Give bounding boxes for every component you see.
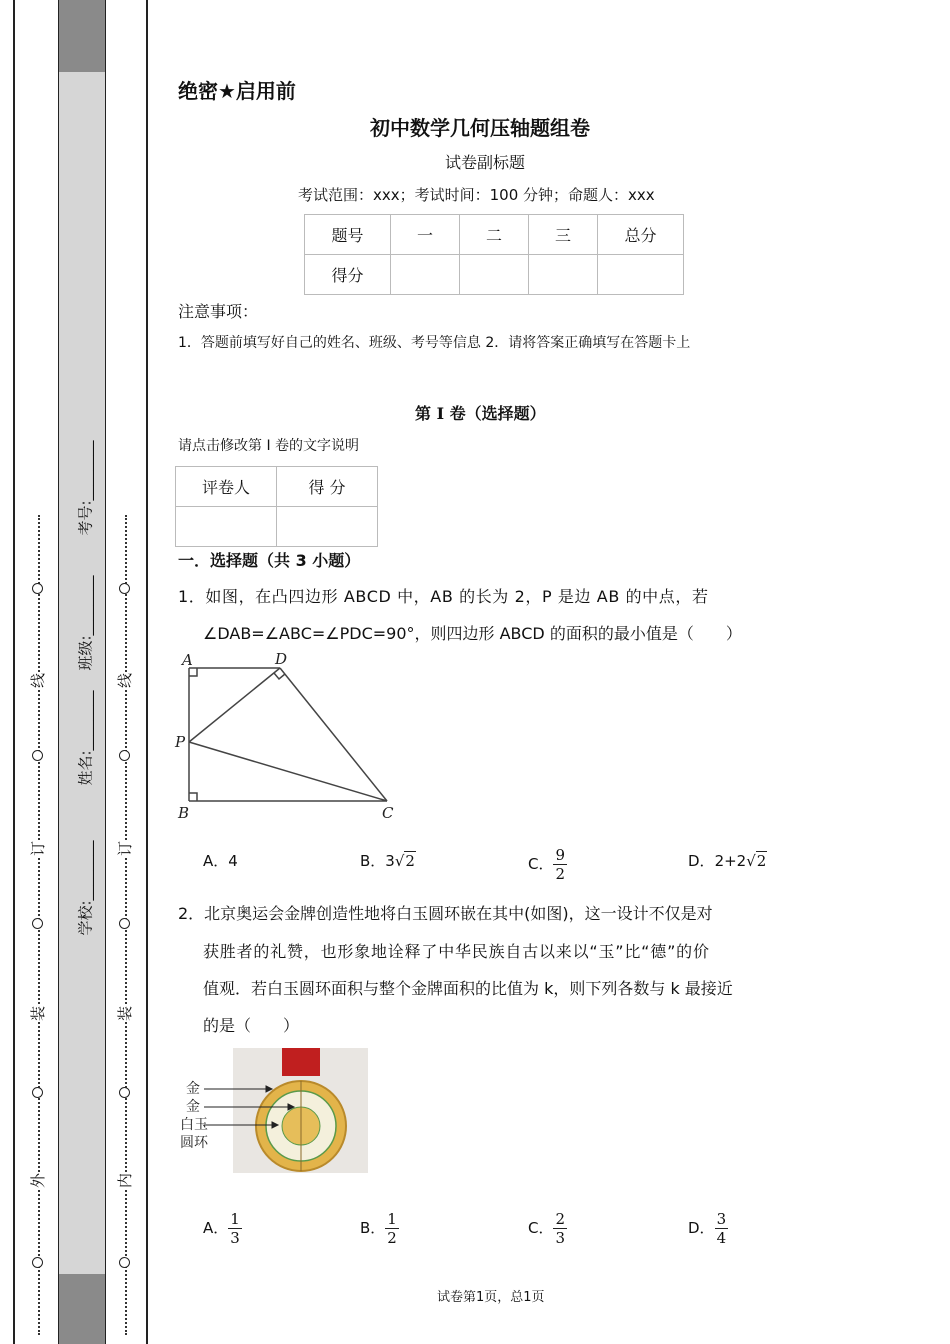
notice-text: 1．答题前填写好自己的姓名、班级、考号等信息 2．请将答案正确填写在答题卡上: [178, 335, 691, 351]
q2-medal-figure: [176, 1046, 372, 1176]
segment-pd: [189, 668, 280, 742]
field-name: 姓名:________: [76, 690, 95, 786]
score-header-cell: 总分: [598, 215, 684, 255]
right-angle-b: [189, 793, 197, 801]
inner-label-zhuang: 装: [116, 1005, 135, 1022]
outer-circle: [32, 918, 43, 929]
margin-line-inner: [146, 0, 148, 1344]
medal-ribbon: [282, 1048, 320, 1076]
q1-option-b[interactable]: B．3√2: [360, 852, 415, 870]
outer-label-ding: 订: [29, 840, 48, 857]
inner-label-xian: 线: [116, 672, 135, 689]
medal-label-gold2: 金: [186, 1099, 200, 1115]
page-footer: 试卷第1页，总1页: [437, 1290, 545, 1305]
right-angle-a: [189, 668, 197, 676]
label-d: D: [275, 650, 288, 668]
q2-option-c[interactable]: C． $\frac{2}{3}$: [528, 1210, 566, 1247]
margin-line-outer: [13, 0, 15, 1344]
section-title: 第 I 卷（选择题）: [415, 404, 546, 423]
score-header-cell: 一: [391, 215, 460, 255]
segment-pc: [189, 742, 387, 801]
page-subtitle: 试卷副标题: [445, 153, 526, 172]
q2-line1: 2．北京奥运会金牌创造性地将白玉圆环嵌在其中(如图)，这一设计不仅是对: [178, 904, 713, 923]
q1-option-a[interactable]: A．4: [203, 852, 238, 870]
score-cell[interactable]: [391, 255, 460, 295]
score-row-label: 得分: [305, 255, 391, 295]
grader-cell[interactable]: [277, 507, 378, 547]
right-angle-d: [274, 673, 285, 679]
part-title: 一．选择题（共 3 小题）: [178, 551, 361, 570]
margin-gray-block-bottom: [59, 1274, 105, 1344]
q1-line2: ∠DAB=∠ABC=∠PDC=90°，则四边形 ABCD 的面积的最小值是（ ）: [203, 624, 742, 643]
medal-label-gold1: 金: [186, 1081, 200, 1097]
label-b: B: [178, 804, 190, 822]
q2-line3: 值观．若白玉圆环面积与整个金牌面积的比值为 k，则下列各数与 k 最接近: [203, 979, 733, 998]
page-title: 初中数学几何压轴题组卷: [370, 116, 590, 140]
label-c: C: [382, 804, 394, 822]
outer-circle: [32, 750, 43, 761]
score-header-cell: 二: [460, 215, 529, 255]
grader-cell[interactable]: [176, 507, 277, 547]
q2-option-b[interactable]: B． $\frac{1}{2}$: [360, 1210, 397, 1247]
outer-label-zhuang: 装: [29, 1005, 48, 1022]
score-header-cell: 三: [529, 215, 598, 255]
label-p: P: [175, 733, 186, 751]
grader-table: [175, 466, 378, 547]
field-class: 班级:________: [76, 575, 95, 671]
q1-option-d[interactable]: D．2+2√2: [688, 852, 767, 870]
outer-label-wai: 外: [29, 1172, 48, 1189]
secret-label: 绝密★启用前: [178, 79, 296, 103]
segment-dc: [280, 668, 387, 801]
outer-label-xian: 线: [29, 672, 48, 689]
inner-circle: [119, 583, 130, 594]
field-school: 学校:________: [76, 840, 95, 936]
margin-gray-band: [59, 72, 105, 1274]
medal-label-jade: 白玉: [180, 1117, 208, 1133]
inner-circle: [119, 1087, 130, 1098]
q1-option-c[interactable]: C． $\frac{9}{2}$: [528, 846, 566, 883]
outer-circle: [32, 1087, 43, 1098]
score-cell[interactable]: [460, 255, 529, 295]
q2-option-a[interactable]: A． $\frac{1}{3}$: [203, 1210, 240, 1247]
inner-label-nei: 内: [116, 1172, 135, 1189]
q1-line1: 1．如图，在凸四边形 ABCD 中，AB 的长为 2，P 是边 AB 的中点，若: [178, 587, 709, 606]
grader-header: 评卷人: [176, 467, 277, 507]
medal-label-ring: 圆环: [180, 1135, 208, 1151]
outer-circle: [32, 1257, 43, 1268]
notice-title: 注意事项：: [178, 302, 259, 321]
section-description: 请点击修改第 I 卷的文字说明: [178, 438, 360, 454]
inner-circle: [119, 750, 130, 761]
outer-circle: [32, 583, 43, 594]
score-cell[interactable]: [529, 255, 598, 295]
inner-label-ding: 订: [116, 840, 135, 857]
inner-circle: [119, 1257, 130, 1268]
label-a: A: [182, 651, 193, 669]
margin-gray-block-top: [59, 0, 105, 72]
score-header-cell: 题号: [305, 215, 391, 255]
grader-header: 得 分: [277, 467, 378, 507]
exam-info: 考试范围：xxx；考试时间：100 分钟；命题人：xxx: [298, 186, 655, 204]
q2-line2: 获胜者的礼赞，也形象地诠释了中华民族自古以来以“玉”比“德”的价: [203, 942, 710, 961]
q2-line4: 的是（ ）: [203, 1016, 300, 1035]
score-table: [304, 214, 684, 295]
score-cell[interactable]: [598, 255, 684, 295]
q2-option-d[interactable]: D． $\frac{3}{4}$: [688, 1210, 727, 1247]
q1-figure: [172, 648, 412, 828]
field-exam-number: 考号:________: [76, 440, 95, 536]
inner-circle: [119, 918, 130, 929]
